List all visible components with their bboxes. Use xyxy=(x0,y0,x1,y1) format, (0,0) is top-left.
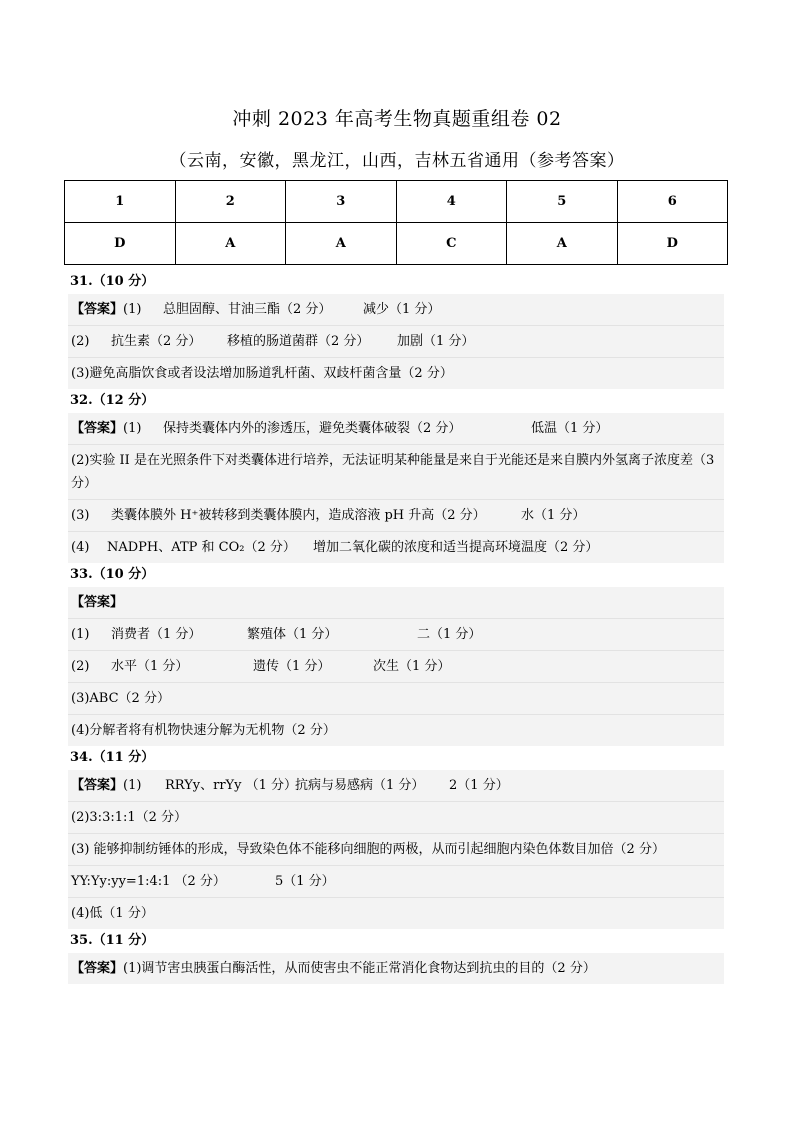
answer-segment: 水（1 分） xyxy=(521,508,586,523)
table-cell-answer: A xyxy=(286,223,397,265)
answer-line xyxy=(68,531,724,563)
answer-line xyxy=(68,294,724,325)
part-label: (1) xyxy=(71,627,90,642)
answer-segment: 低温（1 分） xyxy=(531,421,609,436)
table-cell-answer: C xyxy=(396,223,507,265)
answer-tag: 【答案】 xyxy=(71,961,124,976)
answer-block xyxy=(68,587,724,746)
page-title: 冲刺 2023 年高考生物真题重组卷 02 xyxy=(232,108,562,130)
answer-segment: 增加二氧化碳的浓度和适当提高环境温度（2 分） xyxy=(313,540,599,555)
table-cell-answer: D xyxy=(617,223,728,265)
part-label: (4) xyxy=(71,540,90,555)
table-cell-number: 6 xyxy=(617,181,728,223)
answer-line: (3)ABC（2 分） xyxy=(68,682,724,714)
answer-block xyxy=(68,294,724,389)
answer-segment: 加剧（1 分） xyxy=(397,334,475,349)
question-heading: 34.（11 分） xyxy=(70,750,155,765)
part-label: (2) xyxy=(71,659,90,674)
table-cell-number: 2 xyxy=(175,181,286,223)
answer-segment: 类囊体膜外 H⁺被转移到类囊体膜内，造成溶液 pH 升高（2 分） xyxy=(111,508,486,523)
answer-segment: 总胆固醇、甘油三酯（2 分） xyxy=(163,302,332,317)
page-subtitle: （云南，安徽，黑龙江，山西，吉林五省通用（参考答案） xyxy=(169,151,625,171)
answer-line: (3) 能够抑制纺锤体的形成，导致染色体不能移向细胞的两极，从而引起细胞内染色体数目加倍（2 分） xyxy=(68,833,724,865)
answer-block xyxy=(68,770,724,929)
table-cell-number: 4 xyxy=(396,181,507,223)
table-cell-answer: A xyxy=(507,223,618,265)
answer-tag: 【答案】 xyxy=(71,421,124,436)
answer-line: (2)实验 II 是在光照条件下对类囊体进行培养，无法证明某种能量是来自于光能还是来自膜内外氢离子浓度差（3 分） xyxy=(68,444,724,499)
answer-segment: 抗生素（2 分） xyxy=(111,334,202,349)
answer-block xyxy=(68,413,724,563)
answer-line xyxy=(68,650,724,682)
question-heading: 32.（12 分） xyxy=(70,393,155,408)
answer-segment: 保持类囊体内外的渗透压，避免类囊体破裂（2 分） xyxy=(163,421,462,436)
answer-tag: 【答案】 xyxy=(71,302,124,317)
table-row-numbers xyxy=(65,181,728,223)
table-row-answers xyxy=(65,223,728,265)
answer-line xyxy=(68,770,724,801)
question-heading: 33.（10 分） xyxy=(70,567,155,582)
answer-segment: 移植的肠道菌群（2 分） xyxy=(227,334,370,349)
answer-segment: 2（1 分） xyxy=(449,778,509,793)
answer-segment: 消费者（1 分） xyxy=(111,627,202,642)
answer-segment: 水平（1 分） xyxy=(111,659,189,674)
answer-tag: 【答案】 xyxy=(71,778,124,793)
answer-line: 【答案】 xyxy=(71,595,124,610)
part-label: (1) xyxy=(123,778,142,793)
answer-line xyxy=(68,865,724,897)
answer-segment: (1)调节害虫胰蛋白酶活性，从而使害虫不能正常消化食物达到抗虫的目的（2 分） xyxy=(123,961,596,976)
question-heading: 31.（10 分） xyxy=(70,274,155,289)
answer-content xyxy=(68,270,724,984)
answer-segment: 减少（1 分） xyxy=(363,302,441,317)
answer-segment: YY:Yy:yy=1:4:1 （2 分） xyxy=(71,874,226,889)
answer-line xyxy=(68,618,724,650)
answer-line: (3)避免高脂饮食或者设法增加肠道乳杆菌、双歧杆菌含量（2 分） xyxy=(68,357,724,389)
part-label: (3) xyxy=(71,508,90,523)
answer-line xyxy=(68,499,724,531)
table-cell-answer: D xyxy=(65,223,176,265)
part-label: (1) xyxy=(123,421,142,436)
answer-block xyxy=(68,953,724,984)
answer-segment: RRYy、rrYy （1 分） xyxy=(165,778,298,793)
answer-line: (4)分解者将有机物快速分解为无机物（2 分） xyxy=(68,714,724,746)
part-label: (1) xyxy=(123,302,142,317)
choice-answer-table xyxy=(64,180,728,265)
question-heading: 35.（11 分） xyxy=(70,933,155,948)
answer-segment: 繁殖体（1 分） xyxy=(247,627,338,642)
table-cell-number: 1 xyxy=(65,181,176,223)
answer-line: (4)低（1 分） xyxy=(68,897,724,929)
answer-segment: 次生（1 分） xyxy=(373,659,451,674)
answer-line xyxy=(68,413,724,444)
table-cell-answer: A xyxy=(175,223,286,265)
part-label: (2) xyxy=(71,334,90,349)
answer-segment: 抗病与易感病（1 分） xyxy=(295,778,425,793)
answer-segment: NADPH、ATP 和 CO₂（2 分） xyxy=(107,540,296,555)
answer-segment: 二（1 分） xyxy=(417,627,482,642)
table-cell-number: 3 xyxy=(286,181,397,223)
answer-segment: 5（1 分） xyxy=(275,874,335,889)
answer-line xyxy=(68,325,724,357)
table-cell-number: 5 xyxy=(507,181,618,223)
answer-line: (2)3:3:1:1（2 分） xyxy=(68,801,724,833)
answer-segment: 遗传（1 分） xyxy=(253,659,331,674)
answer-line xyxy=(68,953,724,984)
